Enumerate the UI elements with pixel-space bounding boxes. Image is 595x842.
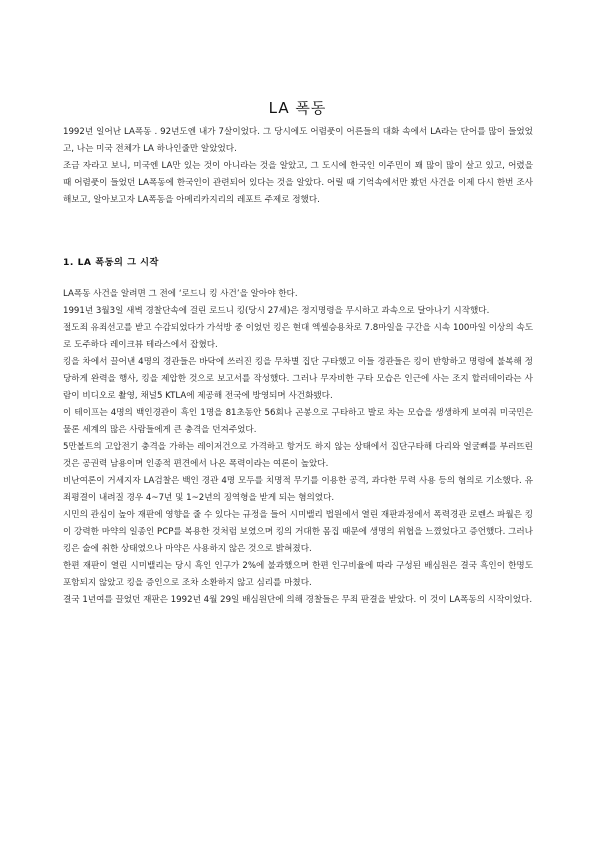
section-paragraph: LA폭동 사건을 알려면 그 전에 ‘로드니 킹 사건’을 알아야 한다. (63, 289, 298, 299)
section-paragraph: 킹을 차에서 끌어낸 4명의 경관들은 바닥에 쓰러진 킹을 무차별 집단 구타했고 이들 경관들은 킹이 반항하고 명령에 불복해 정당하게 완력을 행사, 킹을 제압한 것으로 보고서를 작성했다. 그러나 무자비한 구타 모습은 인근에 사는 조지 할러데이라는 사람이 비디오로 촬영, 채널5 KTLA에 제공해 전국에 방영되며 사건화됐다. (63, 357, 533, 401)
section-paragraph: 비난여론이 거세지자 LA검찰은 백인 경관 4명 모두를 치명적 무기를 이용한 공격, 과다한 무력 사용 등의 혐의로 기소했다. 유죄평결이 내려질 경우 4~7년 및 1~2년의 징역형을 받게 되는 혐의였다. (63, 476, 533, 503)
section-paragraph: 한편 재판이 열린 시미밸리는 당시 흑인 인구가 2%에 불과했으며 한편 인구비율에 따라 구성된 배심원은 결국 흑인이 한명도 포함되지 않았고 킹을 증인으로 조차 소환하지 않고 심리를 마쳤다. (63, 561, 533, 588)
section-paragraph: 1991년 3월3일 새벽 경찰단속에 걸린 로드니 킹(당시 27세)은 정지명령을 무시하고 과속으로 달아나기 시작했다. (63, 306, 490, 316)
section-paragraph: 5만볼트의 고압전기 충격을 가하는 레이저건으로 가격하고 항거도 하지 않는 상태에서 집단구타해 다리와 얼굴뼈를 부러뜨린 것은 공권력 남용이며 인종적 편견에서 나온 폭력이라는 여론이 높았다. (63, 442, 533, 469)
section-paragraph: 절도죄 유죄선고를 받고 수감되었다가 가석방 중 이었던 킹은 현대 엑셀승용차로 7.8마일을 구간을 시속 100마일 이상의 속도로 도주하다 레이크뷰 테라스에서 잡혔다. (63, 323, 533, 350)
intro-paragraph: 조금 자라고 보니, 미국엔 LA만 있는 것이 아니라는 것을 알았고, 그 도시에 한국인 이주민이 꽤 많이 많이 살고 있고, 어렸을 때 어렴풋이 들었던 LA폭동에 한국인이 관련되어 있다는 것을 알았다. 어릴 때 기억속에서만 봤던 사건을 이제 다시 한번 조사해보고, 알아보고자 LA폭동을 아메리카지리의 레포트 주제로 정했다. (63, 161, 533, 205)
section-body (63, 286, 533, 609)
intro-section (63, 124, 533, 209)
section-heading: 1. LA 폭동의 그 시작 (63, 257, 159, 268)
document-title: LA 폭동 (268, 99, 327, 117)
section-paragraph: 이 테이프는 4명의 백인경관이 흑인 1명을 81초동안 56회나 곤봉으로 구타하고 발로 차는 모습을 생생하게 보여줘 미국민은 물론 세계의 많은 사람들에게 큰 충격을 던져주었다. (63, 408, 533, 435)
section-paragraph: 결국 1년여를 끌었던 재판은 1992년 4월 29일 배심원단에 의해 경찰들은 무죄 판결을 받았다. 이 것이 LA폭동의 시작이었다. (63, 595, 533, 605)
section-paragraph: 시민의 관심이 높아 재판에 영향을 줄 수 있다는 규정을 들어 시미밸리 법원에서 열린 재판과정에서 폭력경관 로렌스 파월은 킹이 강력한 마약의 일종인 PCP를 복용한 것처럼 보였으며 킹의 거대한 몸집 때문에 생명의 위협을 느꼈었다고 증언했다. 그러나 킹은 술에 취한 상태였으나 마약은 사용하지 않은 것으로 밝혀졌다. (63, 510, 533, 554)
intro-paragraph: 1992년 일어난 LA폭동 . 92년도엔 내가 7살이었다. 그 당시에도 어렴풋이 어른들의 대화 속에서 LA라는 단어를 많이 들었었고, 나는 미국 전체가 LA 하나인줄만 알았었다. (63, 127, 533, 154)
